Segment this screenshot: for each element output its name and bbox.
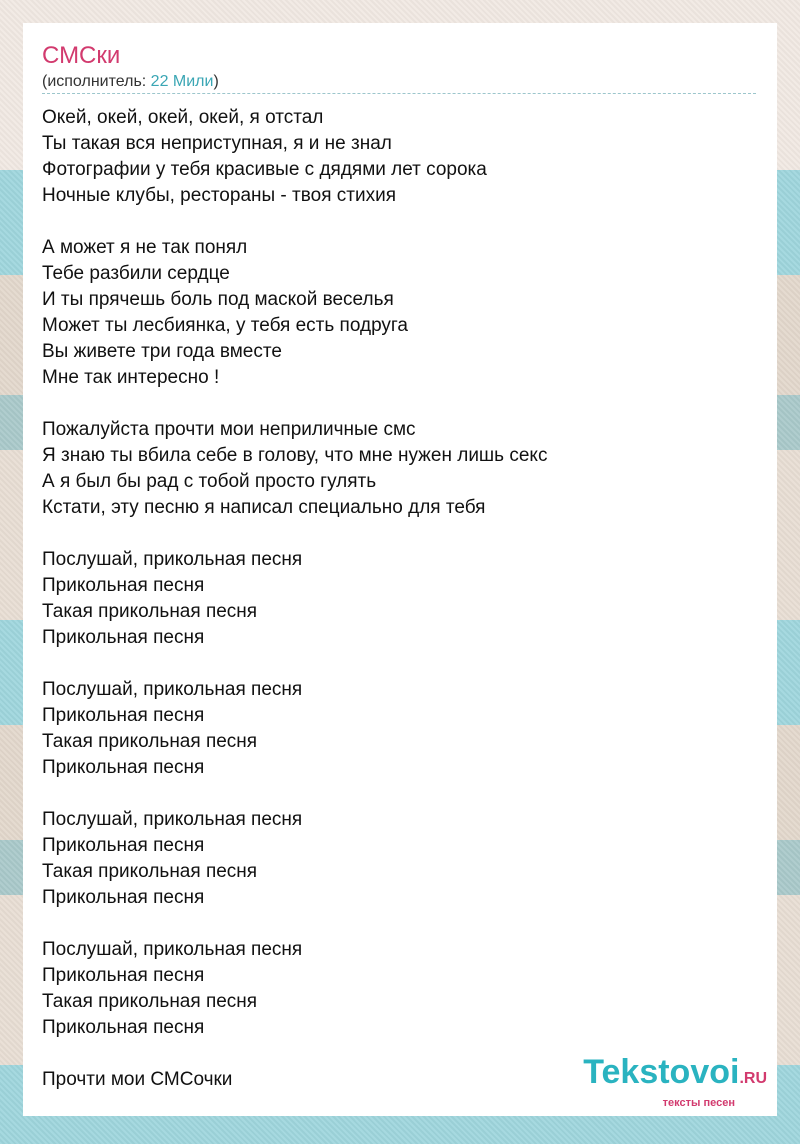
lyric-line: Прикольная песня: [42, 965, 205, 986]
lyric-line: Ночные клубы, рестораны - твоя стихия: [42, 185, 396, 206]
lyric-line: Послушай, прикольная песня: [42, 939, 303, 960]
lyric-line: А может я не так понял: [42, 237, 248, 258]
logo-main-text: Tekstovoi: [583, 1053, 740, 1091]
artist-suffix: ): [213, 73, 219, 90]
lyric-line: Пожалуйста прочти мои неприличные смс: [42, 419, 416, 440]
lyrics-body: [42, 105, 756, 1093]
lyric-line: Окей, окей, окей, окей, я отстал: [42, 107, 324, 128]
lyric-line: Вы живете три года вместе: [42, 341, 282, 362]
stanza-break: [42, 521, 756, 547]
lyric-line: Послушай, прикольная песня: [42, 549, 303, 570]
lyric-line: Я знаю ты вбила себе в голову, что мне нужен лишь секс: [42, 445, 548, 466]
lyric-line: Прикольная песня: [42, 835, 205, 856]
lyric-line: Фотографии у тебя красивые с дядями лет сорока: [42, 159, 487, 180]
stanza-break: [42, 911, 756, 937]
lyric-line: Прикольная песня: [42, 887, 205, 908]
lyrics-sheet: [23, 23, 777, 1116]
lyric-line: Прочти мои СМСочки: [42, 1069, 233, 1090]
title-divider: [42, 93, 756, 94]
artist-line: [42, 72, 219, 92]
lyric-line: Прикольная песня: [42, 575, 205, 596]
logo-tagline: тексты песен: [662, 1097, 735, 1109]
lyric-line: Мне так интересно !: [42, 367, 220, 388]
stanza-break: [42, 391, 756, 417]
lyric-line: А я был бы рад с тобой просто гулять: [42, 471, 377, 492]
lyric-line: Послушай, прикольная песня: [42, 809, 303, 830]
lyric-line: Кстати, эту песню я написал специально для тебя: [42, 497, 486, 518]
lyric-line: Такая прикольная песня: [42, 861, 258, 882]
lyric-line: Прикольная песня: [42, 1017, 205, 1038]
stanza-break: [42, 781, 756, 807]
logo-wordmark: [557, 1054, 767, 1097]
artist-link[interactable]: 22 Мили: [150, 73, 214, 90]
lyric-line: Прикольная песня: [42, 757, 205, 778]
site-logo[interactable]: [557, 1053, 767, 1109]
lyric-line: Такая прикольная песня: [42, 601, 258, 622]
song-title: СМСки: [42, 42, 121, 69]
lyric-line: Такая прикольная песня: [42, 991, 258, 1012]
artist-prefix: (исполнитель:: [42, 73, 151, 90]
lyric-line: Послушай, прикольная песня: [42, 679, 303, 700]
lyric-line: Тебе разбили сердце: [42, 263, 230, 284]
lyric-line: Ты такая вся неприступная, я и не знал: [42, 133, 392, 154]
lyric-line: Может ты лесбиянка, у тебя есть подруга: [42, 315, 409, 336]
lyric-line: Такая прикольная песня: [42, 731, 258, 752]
lyric-line: Прикольная песня: [42, 627, 205, 648]
lyric-line: И ты прячешь боль под маской веселья: [42, 289, 394, 310]
logo-tld: .RU: [739, 1070, 767, 1087]
stanza-break: [42, 651, 756, 677]
stanza-break: [42, 209, 756, 235]
lyric-line: Прикольная песня: [42, 705, 205, 726]
